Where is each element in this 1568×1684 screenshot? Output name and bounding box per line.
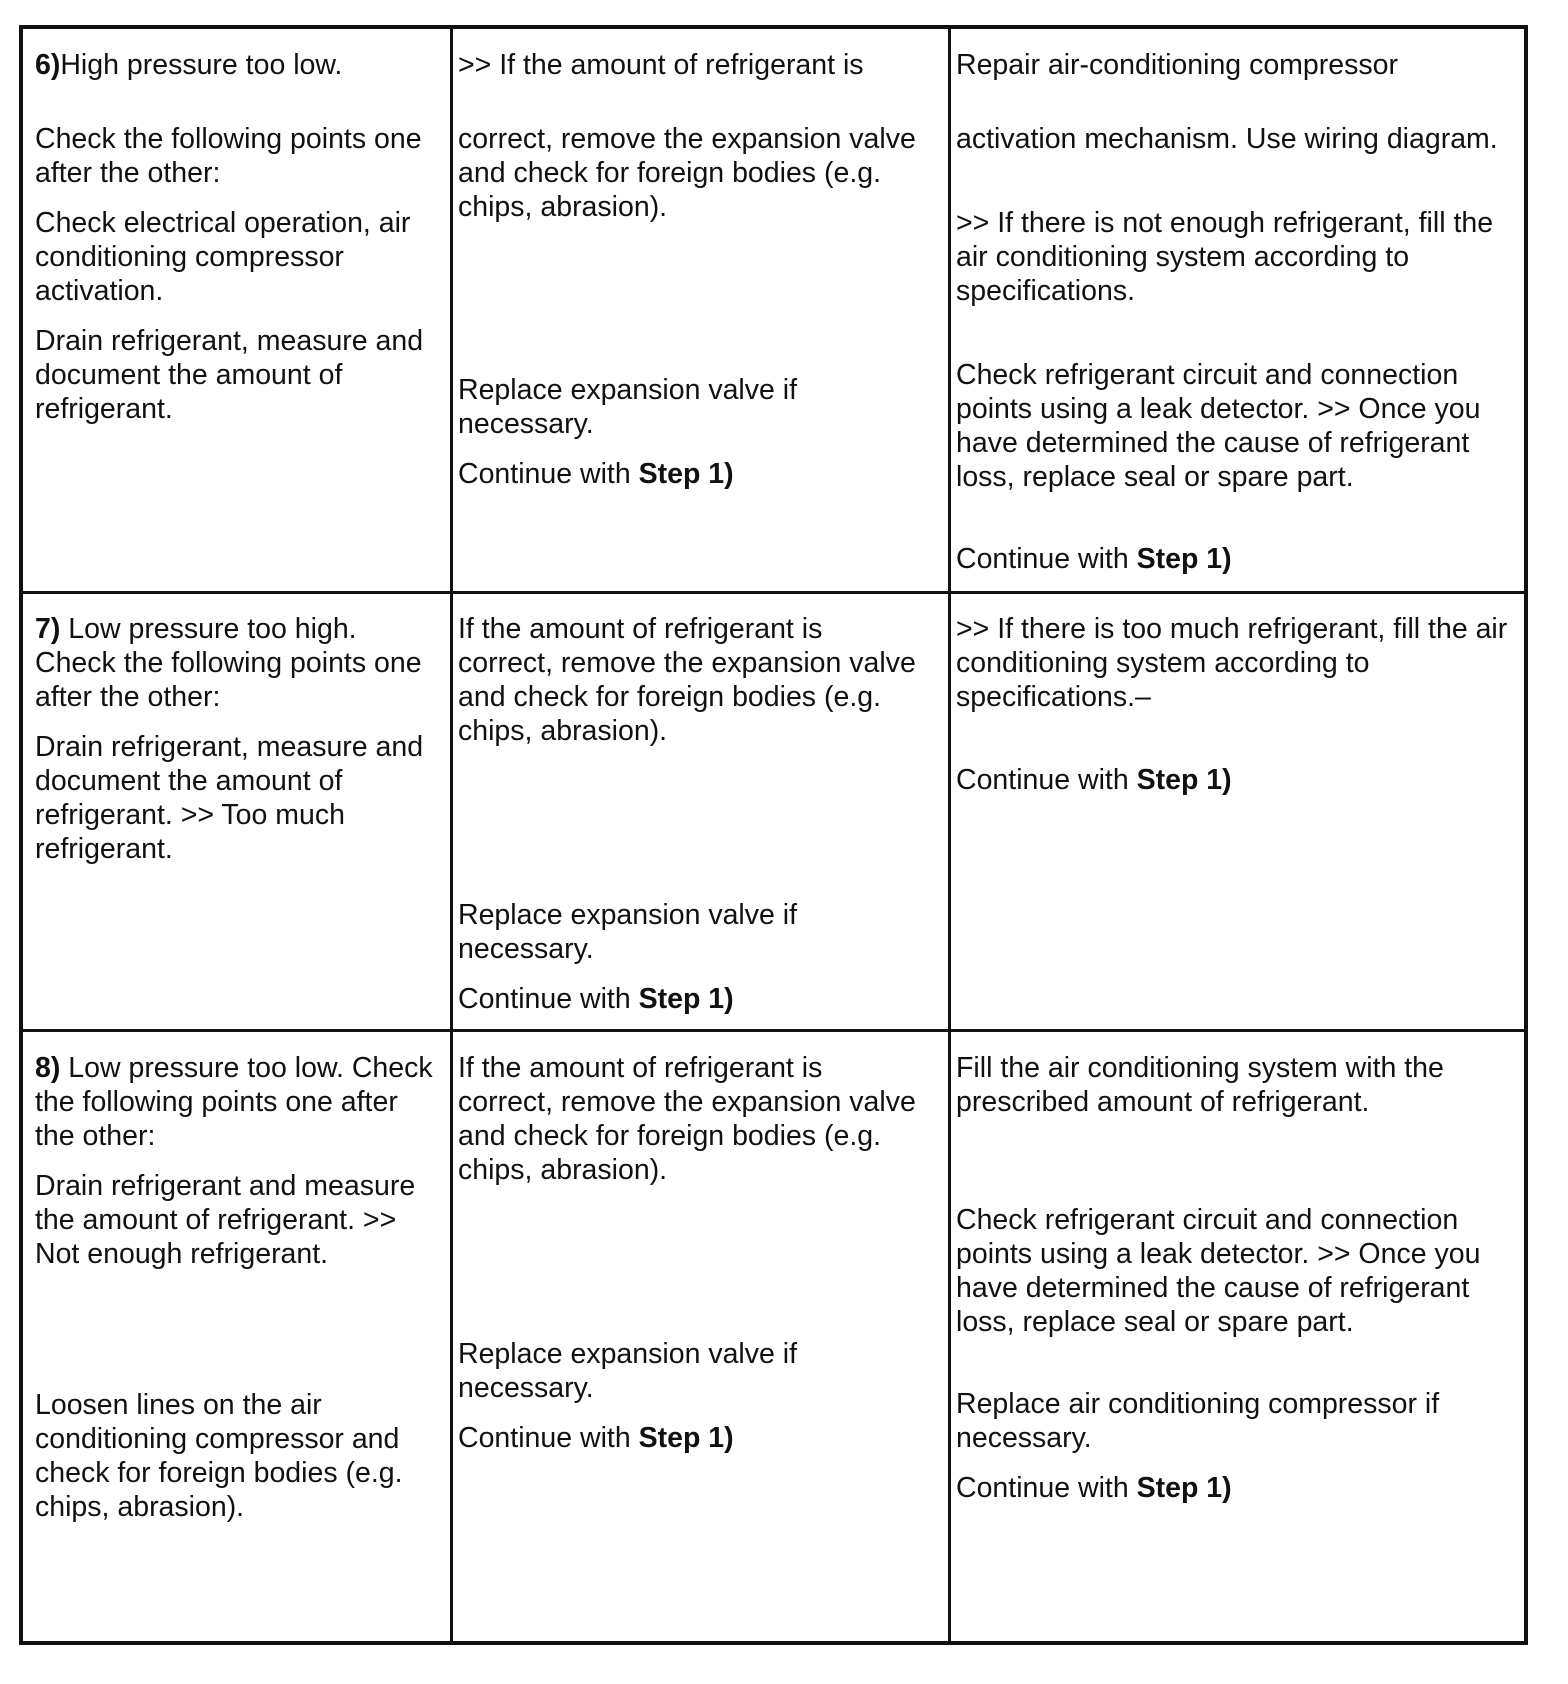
column-divider bbox=[450, 29, 453, 1641]
paragraph: Repair air-conditioning compressor bbox=[956, 49, 1398, 81]
paragraph: Loosen lines on the air conditioning compressor and check for foreign bodies (e.g. chips, abrasion). bbox=[35, 1389, 403, 1523]
paragraph: Replace expansion valve if necessary. bbox=[458, 899, 798, 965]
paragraph: Check electrical operation, air conditioning compressor activation. bbox=[35, 207, 411, 307]
row-8-condition-heading: 8) Low pressure too low. Check the following points one after the other: bbox=[35, 1052, 433, 1152]
row-7-condition-heading: 7) Low pressure too high. Check the following points one after the other: bbox=[35, 613, 422, 713]
continue-instruction: Continue with Step 1) bbox=[458, 1422, 734, 1454]
paragraph: Drain refrigerant, measure and document the amount of refrigerant. bbox=[35, 325, 424, 425]
paragraph: Check refrigerant circuit and connection points using a leak detector. >> Once you have determined the cause of refrigerant loss, replace seal or spare part. bbox=[956, 1204, 1481, 1338]
continue-instruction: Continue with Step 1) bbox=[458, 458, 734, 490]
paragraph: Replace expansion valve if necessary. bbox=[458, 1338, 798, 1404]
paragraph: correct, remove the expansion valve and check for foreign bodies (e.g. chips, abrasion). bbox=[458, 123, 916, 223]
continue-instruction: Continue with Step 1) bbox=[956, 543, 1232, 575]
paragraph: If the amount of refrigerant is correct, remove the expansion valve and check for foreign bodies (e.g. chips, abrasion). bbox=[458, 613, 916, 747]
continue-instruction: Continue with Step 1) bbox=[458, 983, 734, 1015]
continue-instruction: Continue with Step 1) bbox=[956, 764, 1232, 796]
continue-instruction: Continue with Step 1) bbox=[956, 1472, 1232, 1504]
paragraph: >> If there is too much refrigerant, fill the air conditioning system according to specifications.– bbox=[956, 613, 1508, 713]
paragraph: Fill the air conditioning system with the prescribed amount of refrigerant. bbox=[956, 1052, 1444, 1118]
paragraph: Drain refrigerant and measure the amount of refrigerant. >> Not enough refrigerant. bbox=[35, 1170, 416, 1270]
row-divider bbox=[23, 1029, 1524, 1032]
paragraph: activation mechanism. Use wiring diagram. bbox=[956, 123, 1498, 155]
row-6-condition-heading: 6)High pressure too low. bbox=[35, 49, 343, 81]
paragraph: Check the following points one after the other: bbox=[35, 123, 422, 189]
paragraph: Replace expansion valve if necessary. bbox=[458, 374, 798, 440]
step-number: 7) bbox=[35, 613, 61, 645]
paragraph: Check refrigerant circuit and connection points using a leak detector. >> Once you have determined the cause of refrigerant loss, replace seal or spare part. bbox=[956, 359, 1481, 493]
paragraph: Replace air conditioning compressor if necessary. bbox=[956, 1388, 1440, 1454]
paragraph: >> If there is not enough refrigerant, fill the air conditioning system according to specifications. bbox=[956, 207, 1494, 307]
paragraph: If the amount of refrigerant is correct, remove the expansion valve and check for foreign bodies (e.g. chips, abrasion). bbox=[458, 1052, 916, 1186]
paragraph: >> If the amount of refrigerant is bbox=[458, 49, 864, 81]
step-number: 8) bbox=[35, 1052, 61, 1084]
column-divider bbox=[948, 29, 951, 1641]
paragraph: Drain refrigerant, measure and document the amount of refrigerant. >> Too much refrigerant. bbox=[35, 731, 424, 865]
step-number: 6) bbox=[35, 49, 61, 81]
row-divider bbox=[23, 591, 1524, 594]
